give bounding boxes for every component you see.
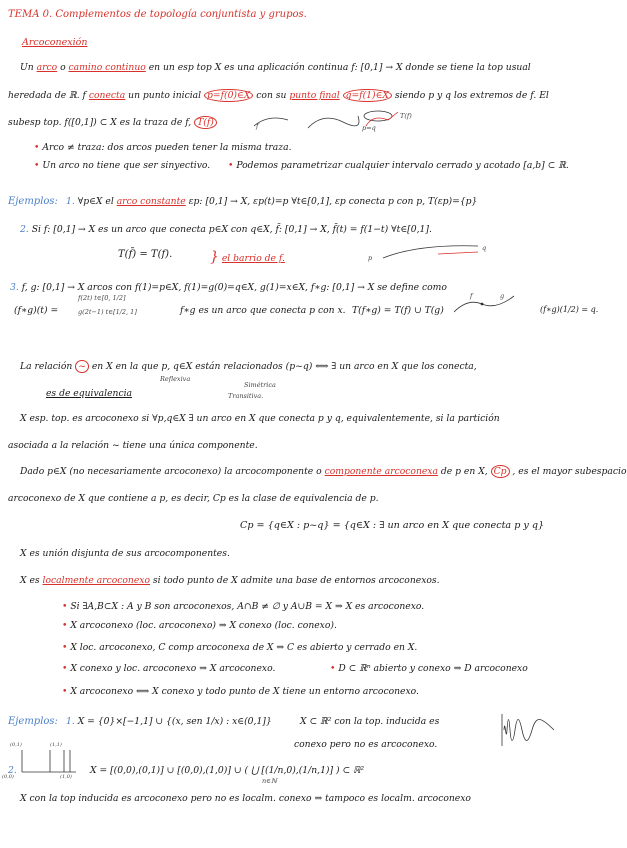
piece-2: g(2t−1) t∈[1/2, 1] <box>78 308 137 316</box>
prop-simetrica: Simétrica <box>244 381 276 389</box>
term-punto-final: punto final <box>289 90 340 101</box>
piece-1: f(2t) t∈[0, 1/2] <box>78 294 126 302</box>
result-item-4: • X conexo y loc. arcoconexo ⇒ X arcoconexo. <box>62 663 276 674</box>
relation-line-3: X esp. top. es arcoconexo si ∀p,q∈X ∃ un arco en X que conecta p y q, equivalentemente, si la partición <box>20 413 500 424</box>
examples-label-2: Ejemplos: <box>8 716 58 727</box>
comb-label-b: (1,1) <box>50 742 62 748</box>
example-2-2-sub: n∈ℕ <box>262 777 277 785</box>
relation-line-1: La relación ~ en X en la que p, q∈X están relacionados (p~q) ⟺ ∃ un arco en X que los conecta, <box>20 361 477 372</box>
example-1-3-def: (f∗g)(t) = <box>14 305 59 316</box>
result-side-item: • D ⊂ ℝⁿ abierto y conexo ⇒ D arcoconexo <box>330 663 528 674</box>
example-2-1-b: X ⊂ ℝ² con la top. inducida es <box>300 716 440 727</box>
result-item-5: • X arcoconexo ⟺ X conexo y todo punto de X tiene un entorno arcoconexo. <box>62 686 419 697</box>
example-2-2-num: 2. <box>8 765 17 776</box>
examples-label-1: Ejemplos: <box>8 196 58 207</box>
prop-transitiva: Transitiva. <box>228 392 264 400</box>
fig-label-pq: p=q <box>362 124 376 132</box>
comb-label-a: (0,1) <box>10 742 22 748</box>
relation-line-5: Dado p∈X (no necesariamente arcoconexo) la arcocomponente o componente arcoconexa de p en X, Cp , es el mayor subespacio <box>20 466 627 477</box>
barrio-label-p: p <box>368 254 373 262</box>
result-1: X es unión disjunta de sus arcocomponentes. <box>20 548 230 559</box>
page-title <box>8 10 307 20</box>
result-2: X es localmente arcoconexo si todo punto de X admite una base de entornos arcoconexos. <box>20 575 440 586</box>
term-camino: camino continuo <box>68 62 146 73</box>
result-item-3: • X loc. arcoconexo, C comp arcoconexa de X ⇒ C es abierto y cerrado en X. <box>62 642 418 653</box>
point-final: q=f(1)∈X <box>343 89 392 102</box>
relation-line-4: asociada a la relación ~ tiene una única componente. <box>8 440 258 451</box>
term-localmente-arcoconexo: localmente arcoconexo <box>42 575 150 586</box>
bullet-3: • Podemos parametrizar cualquier intervalo cerrado y acotado [a,b] ⊂ ℝ. <box>228 160 569 171</box>
example-1-1: 1. ∀p∈X el arco constante εp: [0,1] → X, εp(t)=p ∀t∈[0,1], εp conecta p con p, T(εp)={p} <box>66 196 478 207</box>
fig-label-f: f <box>256 122 259 130</box>
term-componente-arcoconexa: componente arcoconexa <box>324 466 438 477</box>
comb-label-origin: (0,0) <box>2 774 14 780</box>
term-arco: arco <box>36 62 58 73</box>
arc-figure <box>248 108 418 142</box>
definition-line-3: subesp top. f([0,1]) ⊂ X es la traza de f, T(f) <box>8 118 217 127</box>
cp-formula: Cp = {q∈X : p~q} = {q∈X : ∃ un arco en X que conecta p y q} <box>240 520 545 531</box>
example-2-2: X = [(0,0),(0,1)] ∪ [(0,0),(1,0)] ∪ ( ⋃ [(1/n,0),(1/n,1)] ) ⊂ ℝ² <box>90 765 365 776</box>
star-label-g: g <box>500 292 505 300</box>
example-1-2b: T(f̄) = T(f). <box>118 249 173 260</box>
example-1-3-side: (f∗g)(1/2) = q. <box>540 305 599 314</box>
traza-symbol: T(f) <box>194 116 217 129</box>
comb-label-end: (1,0) <box>60 774 72 780</box>
title-rest: Complementos de topología conjuntista y grupos. <box>55 9 307 20</box>
example-1-3-d: T(f∗g) = T(f) ∪ T(g) <box>352 305 444 316</box>
point-initial: p=f(0)∈X <box>204 89 253 102</box>
term-arco-constante: arco constante <box>116 196 186 207</box>
relation-line-6: arcoconexo de X que contiene a p, es decir, Cp es la clase de equivalencia de p. <box>8 493 379 504</box>
star-figure <box>450 290 520 322</box>
example-2-1-c: conexo pero no es arcoconexo. <box>294 739 438 750</box>
example-1-3: 3. f, g: [0,1] → X arcos con f(1)=p∈X, f(1)=g(0)=q∈X, g(1)=x∈X, f∗g: [0,1] → X se define como <box>10 282 447 293</box>
result-item-2: • X arcoconexo (loc. arcoconexo) ⇒ X conexo (loc. conexo). <box>62 620 337 631</box>
relation-symbol: ~ <box>75 360 89 373</box>
prop-reflexiva: Reflexiva <box>160 375 191 383</box>
result-item-1: • Si ∃A,B⊂X : A y B son arcoconexos, A∩B ≠ ∅ y A∪B = X ⇒ X es arcoconexo. <box>62 601 425 612</box>
relation-line-2: es de equivalencia <box>46 388 133 399</box>
example-1-3-c: f∗g es un arco que conecta p con x. <box>180 305 346 316</box>
title-prefix: TEMA 0. <box>8 9 53 20</box>
definition-line-1: Un arco o camino continuo en un esp top X es una aplicación continua f: [0,1] → X donde se tiene la top usual <box>20 62 531 73</box>
example-2-1: 1. X = {0}×[−1,1] ∪ {(x, sen 1/x) : x∈(0,1]} <box>66 716 272 727</box>
term-conecta: conecta <box>88 90 126 101</box>
star-label-f: f <box>470 292 473 300</box>
sine-figure <box>498 712 558 752</box>
bullet-1: • Arco ≠ traza: dos arcos pueden tener la misma traza. <box>34 142 292 153</box>
example-2-final: X con la top inducida es arcoconexo pero no es localm. conexo ⇒ tampoco es localm. arcoconexo <box>20 793 471 804</box>
fig-label-traza: T(f) <box>400 112 412 120</box>
bullet-2: • Un arco no tiene que ser sinyectivo. <box>34 160 211 171</box>
barrio-label-q: q <box>482 244 487 252</box>
section-heading: Arcoconexión <box>22 37 88 48</box>
cp-symbol: Cp <box>491 465 510 478</box>
example-1-2: 2. Si f: [0,1] → X es un arco que conecta p∈X con q∈X, f̄: [0,1] → X, f̄(t) = f(1−t) ∀t∈[0,1]. <box>20 224 432 235</box>
definition-line-2: heredada de ℝ. f conecta un punto inicial p=f(0)∈X con su punto final q=f(1)∈X siendo p y q los extremos de f. El <box>8 90 549 101</box>
example-1-2-note: } el barrio de f. <box>210 249 285 265</box>
barrio-figure <box>378 240 488 266</box>
